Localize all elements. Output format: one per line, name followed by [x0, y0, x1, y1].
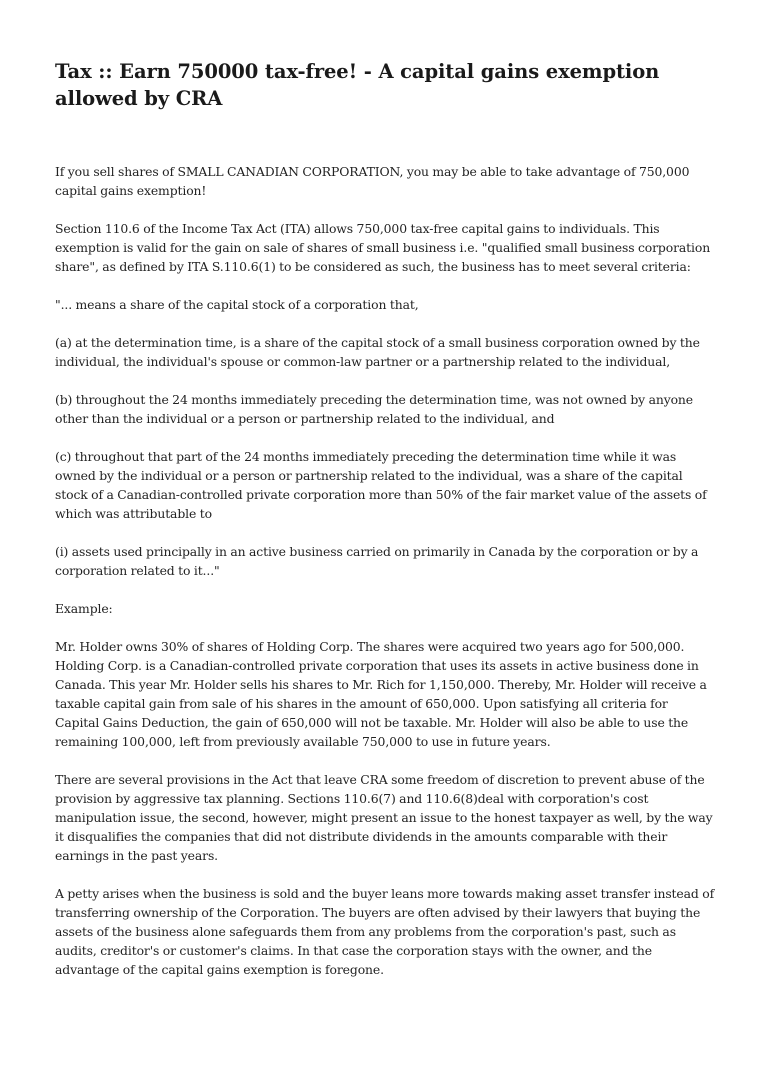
- paragraph-example: Mr. Holder owns 30% of shares of Holding Corp. The shares were acquired two years ago for 500,000. Holding Corp. is a Canadian-controlled private corporation that uses its assets in active business done in Canada. This year Mr. Holder sells his shares to Mr. Rich for 1,150,000. Thereby, Mr. Holder will receive a taxable capital gain from sale of his shares in the amount of 650,000. Upon satisfying all criteria for Capital Gains Deduction, the gain of 650,000 will not be taxable. Mr. Holder will also be able to use the remaining 100,000, left from previously available 750,000 to use in future years.: [55, 639, 707, 749]
- paragraph-criterion-a: (a) at the determination time, is a share of the capital stock of a small business corporation owned by the individual, the individual's spouse or common-law partner or a partnership related to the individual,: [55, 335, 700, 369]
- paragraph-intro: If you sell shares of SMALL CANADIAN CORPORATION, you may be able to take advantage of 750,000 capital gains exemption!: [55, 164, 690, 198]
- document-page: [55, 58, 715, 998]
- paragraph-criterion-b: (b) throughout the 24 months immediately preceding the determination time, was not owned by anyone other than the individual or a person or partnership related to the individual, and: [55, 392, 693, 426]
- paragraph-definition-quote: "... means a share of the capital stock of a corporation that,: [55, 297, 419, 312]
- paragraph-asset-sale: A petty arises when the business is sold and the buyer leans more towards making asset transfer instead of transferring ownership of the Corporation. The buyers are often advised by their lawyers that buying the assets of the business alone safeguards them from any problems from the corporation's past, such as audits, creditor's or customer's claims. In that case the corporation stays with the owner, and the advantage of the capital gains exemption is foregone.: [55, 886, 715, 977]
- paragraph-criterion-i: (i) assets used principally in an active business carried on primarily in Canada by the corporation or by a corporation related to it...": [55, 544, 699, 578]
- paragraph-section-110-6: Section 110.6 of the Income Tax Act (ITA) allows 750,000 tax-free capital gains to individuals. This exemption is valid for the gain on sale of shares of small business i.e. "qualified small business corporation share", as defined by ITA S.110.6(1) to be considered as such, the business has to meet several criteria:: [55, 221, 711, 274]
- paragraph-provisions: There are several provisions in the Act that leave CRA some freedom of discretion to prevent abuse of the provision by aggressive tax planning. Sections 110.6(7) and 110.6(8)deal with corporation's cost manipulation issue, the second, however, might present an issue to the honest taxpayer as well, by the way it disqualifies the companies that did not distribute dividends in the amounts comparable with their earnings in the past years.: [55, 772, 713, 863]
- paragraph-criterion-c: (c) throughout that part of the 24 months immediately preceding the determination time while it was owned by the individual or a person or partnership related to the individual, was a share of the capital stock of a Canadian-controlled private corporation more than 50% of the fair market value of the assets of which was attributable to: [55, 449, 707, 521]
- document-title: Tax :: Earn 750000 tax-free! - A capital gains exemption allowed by CRA: [55, 60, 660, 110]
- paragraph-example-heading: Example:: [55, 601, 113, 616]
